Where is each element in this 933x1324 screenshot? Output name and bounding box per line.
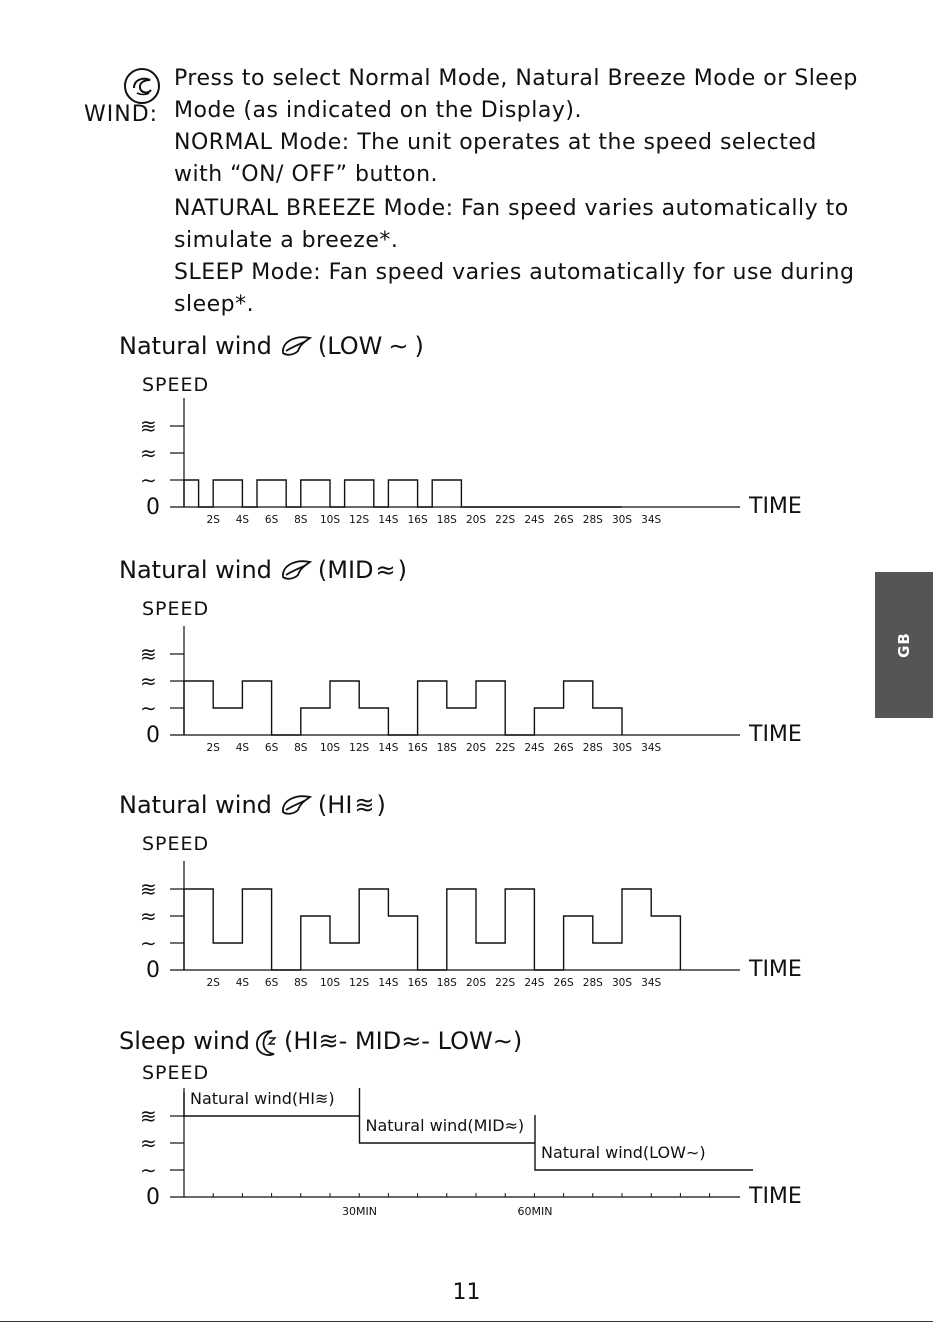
y-tick-label: 0 [146, 723, 160, 748]
x-tick-label: 24S [524, 977, 545, 989]
x-tick-label: 60MIN [517, 1205, 553, 1218]
x-tick-label: 22S [495, 977, 516, 989]
speed-axis-label: SPEED [142, 833, 210, 855]
chart-title-hi [119, 791, 386, 819]
chart-title-prefix: Natural wind [119, 556, 272, 584]
x-tick-label: 2S [206, 977, 220, 989]
x-tick-label: 14S [378, 977, 399, 989]
wind-line: Mode (as indicated on the Display). [174, 98, 582, 123]
time-axis-label: TIME [749, 494, 802, 519]
wind-line: Press to select Normal Mode, Natural Breeze Mode or Sleep [174, 66, 858, 91]
chart-sleep [0, 1060, 933, 1225]
wind-line: with “ON/ OFF” button. [174, 162, 439, 187]
x-tick-label: 20S [465, 742, 487, 754]
x-tick-label: 4S [235, 742, 250, 754]
y-tick-label: 0 [146, 495, 160, 520]
x-tick-label: 14S [378, 514, 399, 526]
x-tick-label: 30S [611, 514, 633, 526]
wind-line: simulate a breeze*. [174, 228, 399, 253]
x-tick-label: 28S [582, 977, 603, 989]
y-tick-label: ≈ [140, 441, 157, 465]
x-tick-label: 12S [349, 977, 370, 989]
wind-line: sleep*. [174, 292, 255, 317]
x-tick-label: 6S [264, 977, 279, 989]
y-tick-label: ∼ [140, 1158, 157, 1182]
x-tick-label: 18S [436, 742, 457, 754]
y-tick-label: ≈ [140, 904, 157, 928]
chart-hi-svg [0, 831, 933, 996]
y-tick-label: 0 [146, 1185, 160, 1210]
chart-title-prefix: Sleep wind [119, 1027, 251, 1055]
language-tab [875, 572, 933, 718]
y-tick-label: ≋ [140, 1104, 157, 1128]
speed-axis-label: SPEED [142, 598, 210, 620]
x-tick-label: 28S [582, 742, 603, 754]
x-tick-label: 10S [319, 977, 341, 989]
x-tick-label: 8S [294, 977, 308, 989]
wind-line: SLEEP Mode: Fan speed varies automatically for use during [174, 260, 855, 285]
sleep-wind-icon [252, 1028, 282, 1054]
x-tick-label: 18S [436, 514, 457, 526]
x-tick-label: 34S [641, 742, 662, 754]
chart-title-end: ) [376, 791, 386, 819]
wind-icon [122, 66, 162, 106]
x-tick-label: 14S [378, 742, 399, 754]
speed-axis-label: SPEED [142, 1062, 210, 1084]
hi-speed-icon: ≋ [354, 791, 375, 819]
x-tick-label: 34S [641, 514, 662, 526]
x-tick-label: 2S [206, 514, 220, 526]
y-tick-label: ∼ [140, 931, 157, 955]
x-tick-label: 20S [465, 977, 487, 989]
x-tick-label: 6S [264, 514, 279, 526]
x-tick-label: 18S [436, 977, 457, 989]
x-tick-label: 30S [611, 742, 633, 754]
y-tick-label: ≋ [140, 877, 157, 901]
x-tick-label: 4S [235, 977, 250, 989]
chart-title-end: ) [397, 556, 408, 584]
chart-mid [0, 596, 933, 761]
speed-series-line [184, 480, 622, 507]
x-tick-label: 24S [524, 742, 545, 754]
y-tick-label: ∼ [140, 468, 157, 492]
time-axis-label: TIME [749, 1184, 802, 1209]
y-tick-label: ≈ [140, 1131, 157, 1155]
natural-wind-icon [280, 333, 314, 359]
speed-series-line [184, 889, 680, 970]
x-tick-label: 16S [407, 742, 428, 754]
x-tick-label: 26S [553, 514, 574, 526]
y-tick-label: ∼ [140, 696, 157, 720]
chart-title-prefix: Natural wind [119, 332, 272, 360]
x-tick-label: 6S [264, 742, 279, 754]
x-tick-label: 34S [641, 977, 662, 989]
x-tick-label: 30MIN [342, 1205, 377, 1218]
wind-line: NATURAL BREEZE Mode: Fan speed varies automatically to [174, 196, 849, 221]
chart-title-prefix: Natural wind [119, 791, 272, 819]
time-axis-label: TIME [749, 722, 802, 747]
segment-label: Natural wind(MID≈) [365, 1116, 525, 1135]
x-tick-label: 22S [495, 742, 516, 754]
x-tick-label: 16S [407, 514, 428, 526]
language-tab-label: GB [895, 632, 913, 658]
time-axis-label: TIME [749, 957, 802, 982]
x-tick-label: 24S [524, 514, 545, 526]
chart-title-suffix: (HI [317, 791, 353, 819]
mid-speed-icon: ≈ [375, 556, 396, 584]
wind-line: NORMAL Mode: The unit operates at the speed selected [174, 130, 817, 155]
x-tick-label: 16S [407, 977, 428, 989]
y-tick-label: ≈ [140, 669, 157, 693]
y-tick-label: ≋ [140, 414, 157, 438]
x-tick-label: 30S [611, 977, 633, 989]
x-tick-label: 28S [582, 514, 603, 526]
chart-sleep-svg [0, 1060, 933, 1225]
x-tick-label: 22S [495, 514, 516, 526]
chart-mid-svg [0, 596, 933, 761]
x-tick-label: 10S [319, 514, 341, 526]
chart-hi [0, 831, 933, 996]
chart-title-mid [119, 556, 407, 584]
page-number: 11 [452, 1280, 481, 1305]
chart-title-sleep [119, 1027, 522, 1055]
x-tick-label: 8S [294, 742, 308, 754]
x-tick-label: 2S [206, 742, 220, 754]
y-tick-label: 0 [146, 958, 160, 983]
chart-title-suffix: (MID [317, 556, 374, 584]
chart-low [0, 372, 933, 532]
x-tick-label: 4S [235, 514, 250, 526]
bottom-rule [0, 1321, 933, 1322]
natural-wind-icon [280, 557, 314, 583]
x-tick-label: 8S [294, 514, 308, 526]
segment-label: Natural wind(HI≋) [190, 1089, 335, 1108]
chart-title-end: ) [414, 332, 424, 360]
speed-axis-label: SPEED [142, 374, 210, 396]
chart-title-low [119, 332, 424, 360]
low-speed-icon: ∼ [388, 332, 409, 360]
y-tick-label: ≋ [140, 642, 157, 666]
x-tick-label: 20S [465, 514, 487, 526]
chart-low-svg [0, 372, 933, 532]
segment-label: Natural wind(LOW∼) [541, 1143, 706, 1162]
x-tick-label: 10S [319, 742, 341, 754]
x-tick-label: 12S [349, 514, 370, 526]
chart-title-suffix: (LOW [317, 332, 383, 360]
wind-label: WIND: [84, 102, 159, 127]
x-tick-label: 12S [349, 742, 370, 754]
natural-wind-icon [280, 792, 314, 818]
x-tick-label: 26S [553, 977, 574, 989]
chart-title-suffix: (HI≋- MID≈- LOW∼) [284, 1027, 523, 1055]
x-tick-label: 26S [553, 742, 574, 754]
speed-series-line [184, 681, 622, 735]
